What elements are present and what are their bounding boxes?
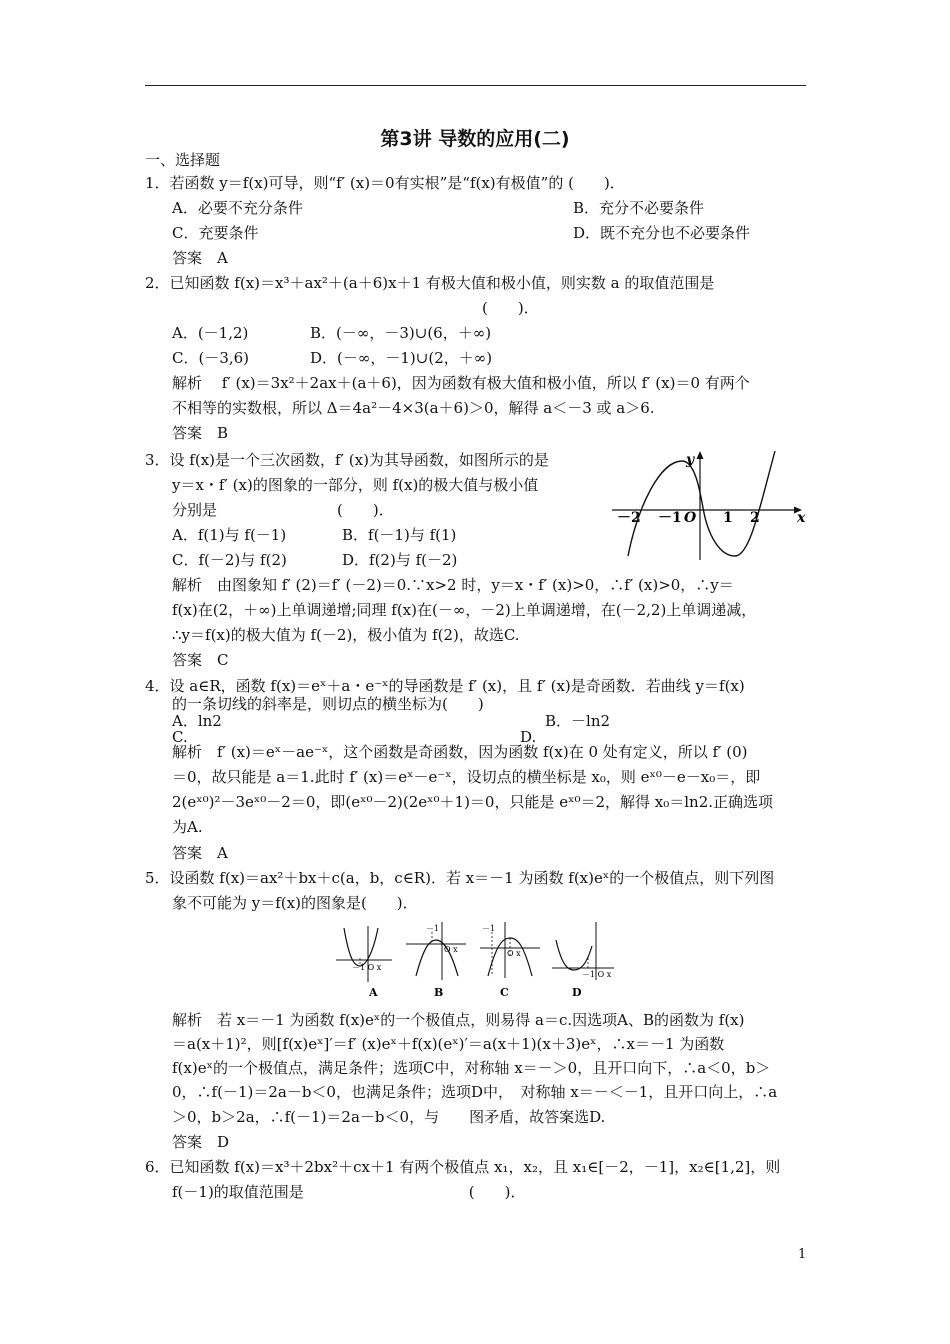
q5-explanation-3: f(x)eˣ的一个极值点，满足条件；选项C中，对称轴 x＝－＞0，且开口向下，∴a＜0，b＞ [172, 1059, 771, 1077]
q5-graph-c-m1: －1 [482, 924, 496, 933]
q4-answer: 答案 A [172, 844, 228, 862]
q5-graph-d [552, 922, 614, 999]
q2-option-d: D．(－∞，－1)∪(2，＋∞) [310, 349, 493, 367]
q3-stem-3: 分别是 ( )． [172, 501, 394, 519]
page-number: 1 [798, 1247, 807, 1262]
q4-option-c: C. [172, 728, 188, 746]
q3-option-d: D．f(2)与 f(－2) [342, 551, 458, 569]
q3-graph-y-label: y [686, 452, 695, 468]
header-rule [145, 85, 806, 86]
q5-graph-a [336, 926, 392, 999]
q5-graph-d-ticks: －1 O x [582, 970, 612, 979]
q5-graph-c-label: C [500, 986, 509, 999]
q2-explanation-1: 解析 f′ (x)＝3x²＋2ax＋(a＋6)，因为函数有极大值和极小值，所以 f′ (x)＝0 有两个 [172, 374, 750, 392]
q5-stem-1: 5．设函数 f(x)＝ax²＋bx＋c(a，b，c∈R)．若 x＝－1 为函数 f(x)eˣ的一个极值点，则下列图 [145, 869, 775, 887]
q3-graph-tick-neg2: －2 [617, 510, 641, 526]
q2-option-c: C．(－3,6) [172, 349, 250, 367]
q4-explanation-3: 2(eˣ⁰)²－3eˣ⁰－2＝0，即(eˣ⁰－2)(2eˣ⁰＋1)＝0，只能是 eˣ⁰＝2，解得 x₀＝ln2.正确选项 [172, 793, 774, 811]
page-title: 第3讲 导数的应用(二) [380, 128, 570, 150]
q1-stem: 1．若函数 y＝f(x)可导，则“f′ (x)＝0有实根”是“f(x)有极值”的 ( )． [145, 174, 625, 192]
q2-paren: ( )． [482, 299, 539, 317]
q2-option-a: A．(－1,2) [172, 324, 249, 342]
q3-explanation-1: 解析 由图象知 f′ (2)＝f′ (－2)＝0.∵x>2 时，y＝x・f′ (x)>0，∴f′ (x)>0，∴y＝ [172, 576, 734, 594]
q3-option-c: C．f(－2)与 f(2) [172, 551, 287, 569]
q3-option-a: A．f(1)与 f(－1) [172, 526, 287, 544]
q5-graph-b-ticks: O x [444, 945, 458, 954]
q5-stem-2: 象不可能为 y＝f(x)的图象是( )． [172, 894, 418, 912]
q4-explanation-2: ＝0，故只能是 a＝1.此时 f′ (x)＝eˣ－e⁻ˣ，设切点的横坐标是 x₀，则 eˣ⁰－e－x₀＝，即 [172, 768, 761, 786]
q6-stem-1: 6．已知函数 f(x)＝x³＋2bx²＋cx＋1 有两个极值点 x₁，x₂，且 x₁∈[－2，－1]，x₂∈[1,2]，则 [145, 1158, 781, 1176]
q5-explanation-4: 0，∴f(－1)＝2a－b＜0，也满足条件；选项D中， 对称轴 x＝－＜－1，且开口向上，∴a [172, 1083, 778, 1101]
q5-graph-a-ticks: －1 O x [352, 963, 382, 972]
q5-answer: 答案 D [172, 1133, 230, 1151]
q1-option-c: C．充要条件 [172, 224, 259, 242]
q5-explanation-2: ＝a(x＋1)²，则[f(x)eˣ]′＝f′ (x)eˣ＋f(x)(eˣ)′＝a(x＋1)(x＋3)eˣ，∴x＝－1 为函数 [172, 1035, 725, 1053]
q3-explanation-2: f(x)在(2，＋∞)上单调递增;同理 f(x)在(－∞，－2)上单调递增，在(－2,2)上单调递减， [172, 601, 757, 619]
q1-option-a: A．必要不充分条件 [172, 199, 303, 217]
q3-graph-tick-neg1: －1 [658, 510, 682, 526]
q2-option-b: B．(－∞，－3)∪(6，＋∞) [310, 324, 492, 342]
q4-explanation-4: 为A. [172, 818, 203, 836]
q4-option-a: A．ln2 [172, 712, 222, 730]
q2-answer: 答案 B [172, 424, 229, 442]
q4-stem-2: 的一条切线的斜率是，则切点的横坐标为( ) [172, 695, 484, 713]
q5-graph-c [480, 922, 540, 999]
q4-explanation-1: 解析 f′ (x)＝eˣ－ae⁻ˣ，这个函数是奇函数，因为函数 f(x)在 0 处有定义，所以 f′ (0) [172, 743, 748, 761]
q5-graph-d-label: D [572, 986, 582, 999]
q1-option-d: D．既不充分也不必要条件 [573, 224, 751, 242]
q1-answer: 答案 A [172, 249, 228, 267]
q3-graph-tick-2: 2 [750, 510, 760, 526]
q3-option-b: B．f(－1)与 f(1) [342, 526, 457, 544]
q3-graph [610, 446, 815, 564]
q6-stem-2: f(－1)的取值范围是 ( )． [172, 1183, 526, 1201]
q5-explanation-1: 解析 若 x＝－1 为函数 f(x)eˣ的一个极值点，则易得 a＝c.因选项A、B的函数为 f(x) [172, 1011, 745, 1029]
q5-graph-b [406, 922, 466, 999]
q4-stem-1: 4．设 a∈R，函数 f(x)＝eˣ＋a・e⁻ˣ的导函数是 f′ (x)，且 f′ (x)是奇函数．若曲线 y＝f(x) [145, 677, 745, 695]
q3-stem-1: 3．设 f(x)是一个三次函数，f′ (x)为其导函数，如图所示的是 [145, 451, 549, 469]
q5-explanation-5: ＞0，b＞2a，∴f(－1)＝2a－b＜0，与 图矛盾，故答案选D. [172, 1108, 606, 1126]
q4-option-d: D. [520, 728, 537, 746]
q2-stem: 2．已知函数 f(x)＝x³＋ax²＋(a＋6)x＋1 有极大值和极小值，则实数 a 的取值范围是 [145, 274, 715, 292]
q5-graph-b-label: B [434, 986, 444, 999]
q5-graph-c-ticks: O x [507, 949, 521, 958]
q3-stem-2: y＝x・f′ (x)的图象的一部分，则 f(x)的极大值与极小值 [172, 476, 539, 494]
q5-graph-a-label: A [369, 986, 378, 999]
q3-graph-tick-1: 1 [723, 510, 733, 526]
q4-option-b: B．－ln2 [545, 712, 611, 730]
q3-graph-origin: O [684, 510, 697, 526]
section-heading: 一、选择题 [145, 151, 221, 169]
q3-answer: 答案 C [172, 651, 229, 669]
q3-explanation-3: ∴y＝f(x)的极大值为 f(－2)，极小值为 f(2)，故选C. [172, 626, 520, 644]
q5-graph-b-m1: －1 [426, 924, 440, 933]
q2-explanation-2: 不相等的实数根，所以 Δ＝4a²－4×3(a＋6)＞0，解得 a＜－3 或 a＞6. [172, 399, 655, 417]
q3-graph-x-label: x [797, 510, 806, 526]
q1-option-b: B．充分不必要条件 [573, 199, 705, 217]
